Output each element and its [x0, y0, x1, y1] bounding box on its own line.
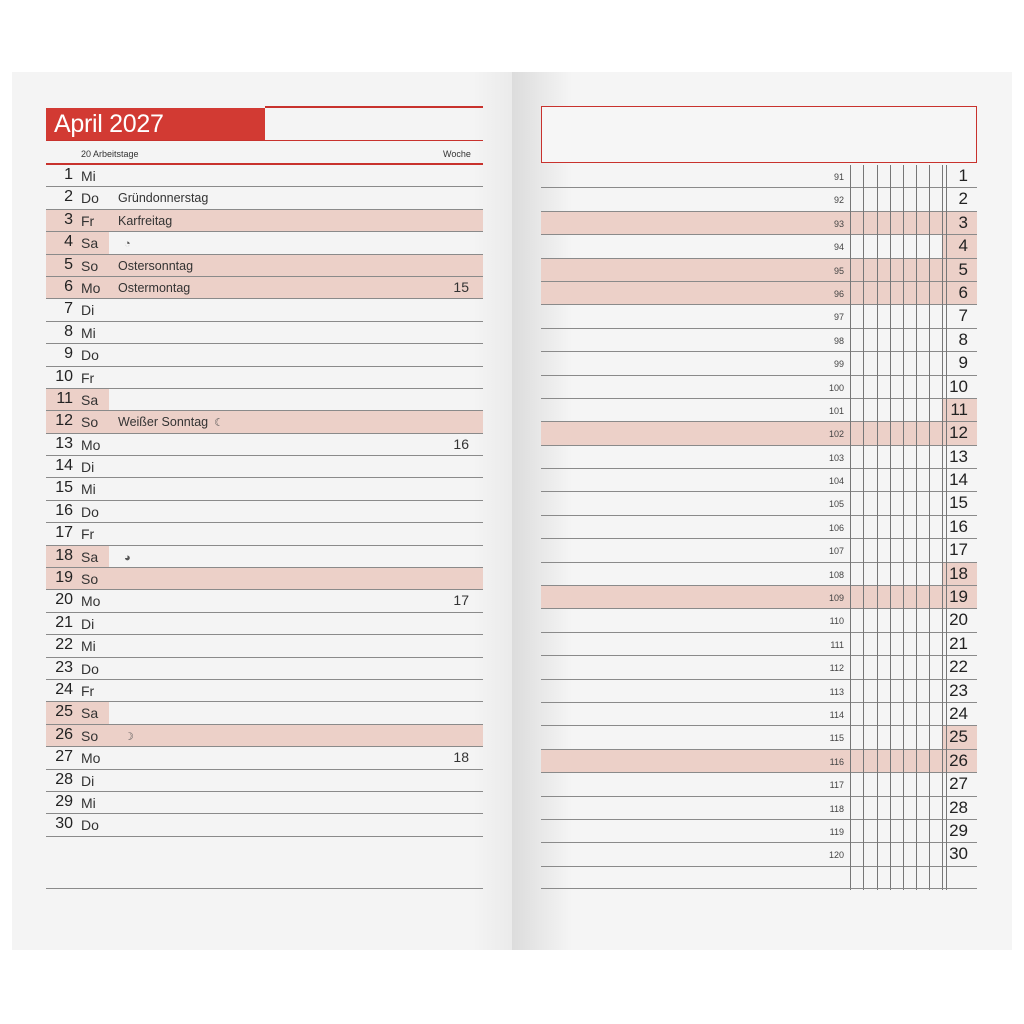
day-note: [118, 550, 131, 564]
day-note: [118, 281, 190, 295]
day-row[interactable]: [46, 702, 483, 724]
day-number: 14: [949, 470, 968, 490]
weekday-label: Di: [81, 459, 95, 476]
day-number: 1: [64, 166, 73, 183]
grid-column-line: [916, 165, 917, 890]
day-number: 2: [64, 188, 73, 206]
day-number: 25: [55, 703, 73, 721]
week-number: 17: [453, 592, 469, 609]
day-row[interactable]: [46, 725, 483, 747]
day-number: 18: [55, 546, 73, 564]
day-number: 7: [958, 306, 968, 326]
day-row[interactable]: [46, 478, 483, 500]
day-row[interactable]: [46, 680, 483, 702]
day-of-year: 100: [828, 382, 844, 393]
weekday-label: Do: [81, 503, 99, 520]
weekday-label: So: [81, 257, 99, 274]
day-note: [118, 214, 172, 228]
day-number: 22: [949, 657, 968, 677]
weekday-label: Do: [81, 347, 99, 364]
day-number: 17: [949, 540, 968, 560]
day-row[interactable]: [46, 546, 483, 568]
day-of-year: 93: [833, 218, 844, 229]
day-of-year: 99: [833, 359, 844, 370]
notes-header-box[interactable]: [541, 106, 977, 163]
day-of-year: 94: [833, 242, 844, 253]
weekday-label: Mi: [81, 794, 96, 811]
day-number: 12: [55, 412, 73, 430]
day-row[interactable]: [46, 165, 483, 187]
holiday-name: Karfreitag: [118, 213, 173, 228]
day-of-year: 103: [828, 452, 844, 463]
day-note: [118, 729, 134, 743]
day-row[interactable]: [46, 389, 483, 411]
weekday-label: Sa: [81, 235, 99, 252]
day-of-year: 95: [833, 265, 844, 276]
day-number: 15: [55, 479, 73, 497]
weekday-label: So: [81, 571, 99, 588]
day-of-year: 108: [828, 569, 844, 580]
day-number: 29: [949, 820, 968, 840]
weekday-label: Fr: [81, 212, 95, 229]
day-of-year: 114: [829, 709, 844, 720]
day-number: 26: [55, 725, 73, 743]
day-row[interactable]: [46, 367, 483, 389]
holiday-name: Weißer Sonntag: [118, 415, 209, 430]
weekday-label: Mi: [81, 481, 96, 498]
day-number: 28: [55, 770, 73, 788]
day-number: 3: [958, 212, 968, 232]
day-row[interactable]: [46, 635, 483, 657]
day-of-year: 104: [828, 476, 844, 487]
day-of-year: 91: [833, 172, 844, 182]
day-row[interactable]: [46, 299, 483, 321]
day-row[interactable]: [46, 322, 483, 344]
day-number: 13: [949, 446, 968, 466]
grid-column-line: [850, 165, 851, 890]
week-column-label: Woche: [443, 149, 471, 159]
day-of-year: 116: [829, 756, 844, 767]
weekday-label: Mo: [81, 436, 101, 453]
day-of-year: 92: [833, 195, 844, 206]
day-number: 1: [958, 166, 968, 185]
day-number: 5: [958, 259, 968, 279]
day-number: 22: [55, 636, 73, 654]
day-of-year: 118: [829, 803, 844, 814]
day-of-year: 112: [829, 663, 844, 674]
day-number: 27: [949, 774, 968, 794]
day-number: 17: [55, 524, 73, 542]
day-number: 4: [64, 233, 73, 251]
day-row[interactable]: [46, 187, 483, 209]
day-row[interactable]: [46, 770, 483, 792]
day-note: [118, 415, 224, 429]
day-number: 18: [949, 563, 968, 583]
day-row[interactable]: [46, 568, 483, 590]
day-of-year: 101: [828, 405, 844, 416]
weekday-label: Do: [81, 817, 99, 834]
day-number: 13: [55, 434, 73, 452]
day-row[interactable]: [46, 232, 483, 254]
weekday-label: Fr: [81, 682, 95, 699]
moon-phase-icon: ☽: [124, 730, 134, 743]
day-row[interactable]: [46, 658, 483, 680]
day-row[interactable]: [46, 814, 483, 836]
day-number: 20: [55, 591, 73, 609]
day-number: 21: [949, 633, 968, 653]
weekday-label: Sa: [81, 705, 99, 722]
grid-column-line: [863, 165, 864, 890]
day-row[interactable]: [46, 210, 483, 232]
grid-column-line: [877, 165, 878, 890]
grid-column-line: [890, 165, 891, 890]
day-number: 10: [55, 367, 73, 385]
grid-column-line: [942, 165, 943, 890]
day-number: 6: [958, 282, 968, 302]
day-number: 12: [949, 423, 968, 443]
day-of-year: 113: [829, 686, 844, 697]
day-row[interactable]: [46, 792, 483, 814]
day-row[interactable]: [46, 344, 483, 366]
week-number: 16: [453, 435, 469, 452]
day-row[interactable]: [46, 590, 483, 612]
day-number: 8: [958, 329, 968, 349]
day-number: 20: [949, 610, 968, 630]
title-underline: [46, 140, 483, 141]
day-of-year: 115: [829, 733, 844, 744]
day-number: 23: [55, 658, 73, 676]
day-row[interactable]: [46, 456, 483, 478]
weekday-label: Mi: [81, 324, 96, 341]
day-number: 7: [64, 300, 73, 318]
moon-phase-icon: ◕: [124, 551, 131, 564]
day-of-year: 117: [829, 780, 844, 791]
day-row[interactable]: [46, 747, 483, 769]
day-of-year: 110: [829, 616, 844, 627]
holiday-name: Ostermontag: [118, 280, 191, 295]
day-number: 25: [949, 727, 968, 747]
day-number: 3: [64, 210, 73, 228]
weekday-label: Mo: [81, 279, 101, 296]
workdays-count: 20 Arbeitstage: [81, 149, 139, 159]
day-number: 29: [55, 792, 73, 810]
day-of-year: 97: [833, 312, 844, 323]
day-number: 28: [949, 797, 968, 817]
day-number: 4: [958, 236, 968, 256]
day-row[interactable]: [46, 277, 483, 299]
day-number: 14: [55, 457, 73, 475]
day-note: [118, 191, 208, 205]
weekday-label: So: [81, 414, 99, 431]
weekday-label: Fr: [81, 526, 95, 543]
day-number: 27: [55, 748, 73, 766]
month-title: April 2027: [46, 108, 265, 140]
holiday-name: Gründonnerstag: [118, 191, 209, 206]
day-of-year: 106: [828, 522, 844, 533]
bottom-rule-right: [541, 888, 977, 889]
day-number: 8: [64, 322, 73, 340]
day-of-year: 105: [828, 499, 844, 510]
day-of-year: 111: [830, 639, 844, 650]
day-of-year: 109: [828, 593, 844, 604]
day-number: 16: [55, 501, 73, 519]
day-number: 5: [64, 255, 73, 273]
weekday-label: Fr: [81, 369, 95, 386]
day-number: 11: [950, 399, 968, 419]
weekday-label: So: [81, 727, 99, 744]
day-row[interactable]: [46, 255, 483, 277]
weekday-label: Do: [81, 190, 99, 207]
weekday-label: Sa: [81, 548, 99, 565]
day-row[interactable]: [46, 434, 483, 456]
weekday-label: Mi: [81, 168, 96, 184]
bottom-rule-left: [46, 888, 483, 889]
weekday-label: Di: [81, 615, 95, 632]
day-number: 9: [64, 345, 73, 363]
weekday-label: Di: [81, 772, 95, 789]
day-note: [118, 236, 131, 250]
weekday-label: Di: [81, 302, 95, 319]
day-number: 23: [949, 680, 968, 700]
day-of-year: 120: [828, 850, 844, 861]
weekday-label: Do: [81, 660, 99, 677]
day-of-year: 102: [828, 429, 844, 440]
moon-phase-icon: ◔: [124, 238, 131, 251]
day-of-year: 96: [833, 288, 844, 299]
day-number: 15: [949, 493, 968, 513]
day-of-year: 107: [828, 546, 844, 557]
weekday-label: Sa: [81, 391, 99, 408]
day-number: 19: [55, 569, 73, 587]
checkbox-grid: [850, 165, 946, 890]
weekend-band: [109, 568, 483, 589]
day-row[interactable]: [46, 411, 483, 433]
day-number: 26: [949, 750, 968, 770]
weekday-label: Mo: [81, 750, 101, 767]
day-row[interactable]: [46, 501, 483, 523]
day-of-year: 119: [829, 826, 844, 837]
grid-column-line: [946, 165, 947, 890]
header-rule: [265, 106, 483, 108]
day-number: 21: [55, 613, 73, 631]
day-number: 11: [56, 389, 73, 407]
day-number: 30: [55, 815, 73, 833]
day-number: 24: [55, 680, 73, 698]
day-row[interactable]: [46, 613, 483, 635]
holiday-name: Ostersonntag: [118, 258, 194, 273]
day-number: 30: [949, 844, 968, 864]
weekday-label: Mi: [81, 638, 96, 655]
weekend-band: [109, 725, 483, 746]
day-number: 10: [949, 376, 968, 396]
weekday-label: Mo: [81, 593, 101, 610]
day-number: 9: [958, 353, 968, 373]
week-number: 15: [453, 278, 469, 295]
day-note: [118, 259, 193, 273]
day-row[interactable]: [46, 523, 483, 545]
moon-phase-icon: ☾: [214, 417, 224, 430]
day-number: 2: [958, 189, 968, 209]
day-number: 19: [949, 587, 968, 607]
grid-column-line: [903, 165, 904, 890]
day-of-year: 98: [833, 335, 844, 346]
day-number: 16: [949, 516, 968, 536]
day-list-left: [46, 165, 483, 837]
week-number: 18: [453, 749, 469, 766]
day-number: 24: [949, 703, 968, 723]
day-number: 6: [64, 277, 73, 295]
grid-column-line: [929, 165, 930, 890]
